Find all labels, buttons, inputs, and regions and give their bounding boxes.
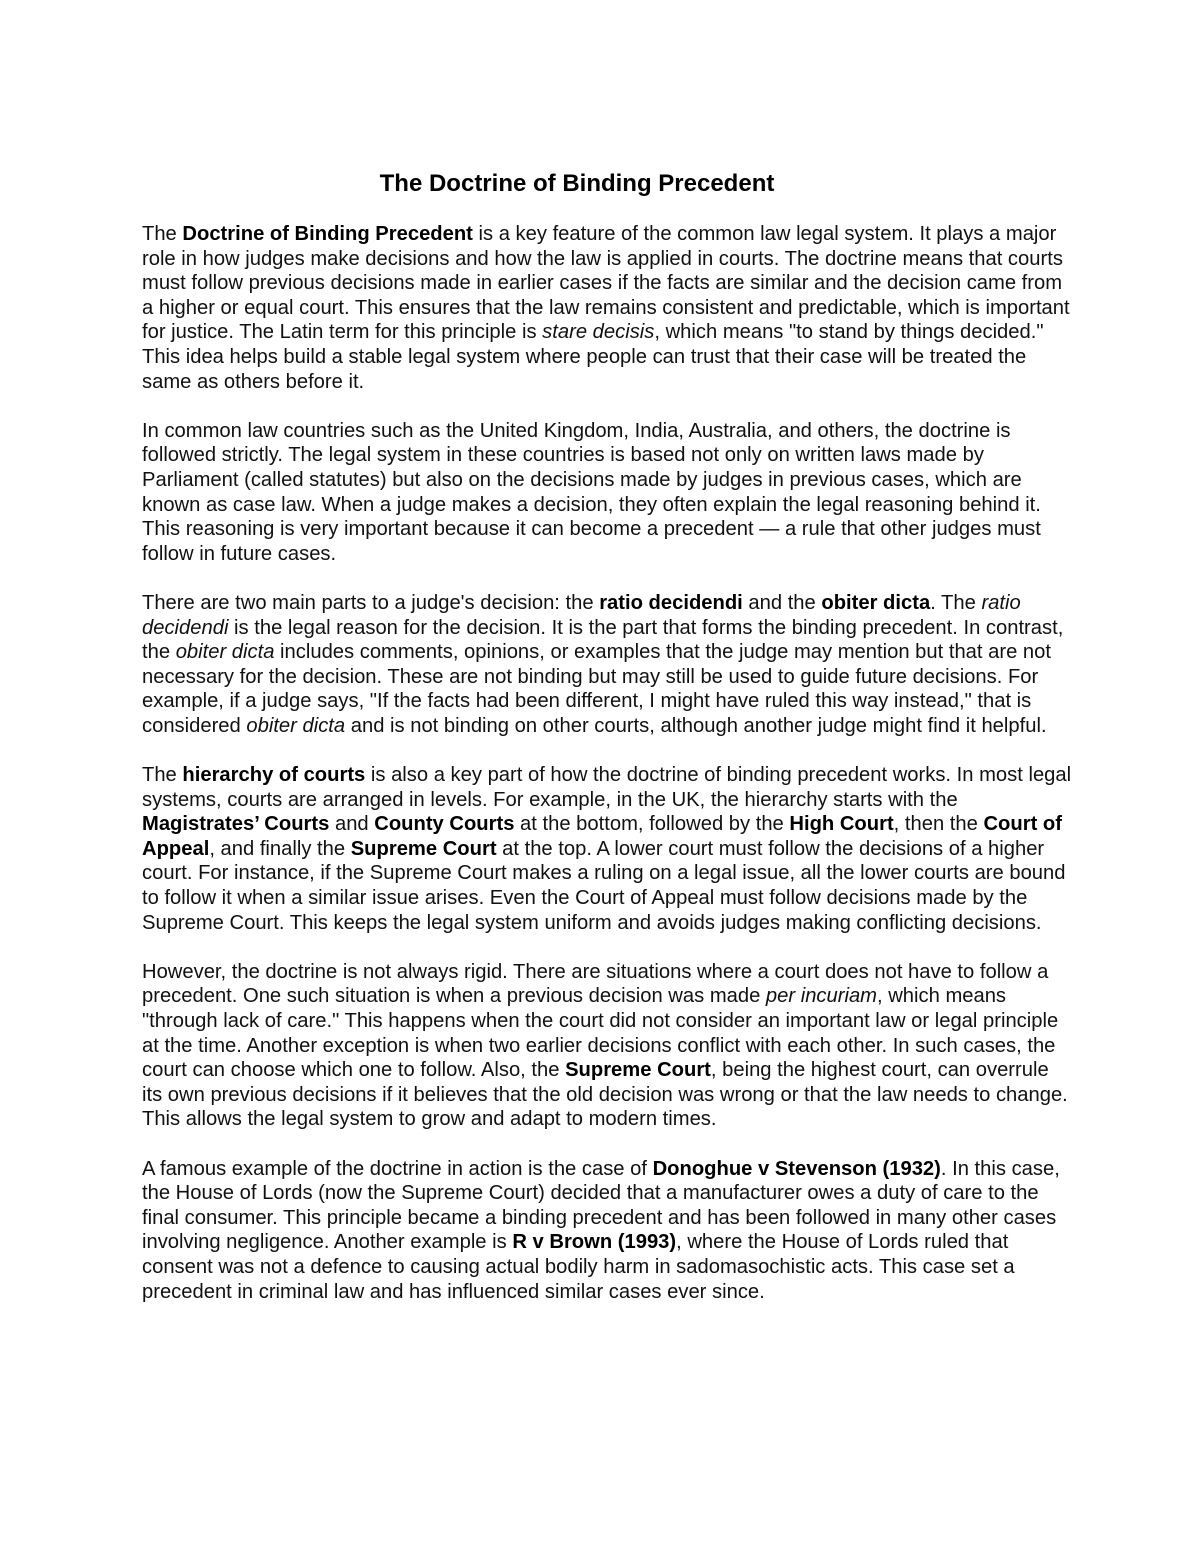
text-run: In common law countries such as the United Kingdom, India, Australia, and others, the doctrine is followed strictly. The legal system in these countries is based not only on written laws made by Parliament (called statutes) but also on the decisions made by judges in previous cases, which are known as case law. When a judge makes a decision, they often explain the legal reasoning behind it. This reasoning is very important because it can become a precedent — a rule that other judges must follow in future cases. bbox=[142, 419, 1041, 565]
text-run: The bbox=[142, 223, 183, 245]
text-run: , being the highest court, can overrule its own previous decisions if it believes that the old decision was wrong or that the law needs to change. This allows the legal system to grow and adapt to modern times. bbox=[142, 1059, 1068, 1131]
term-hierarchy-of-courts: hierarchy of courts bbox=[182, 764, 366, 787]
term-supreme-court: Supreme Court bbox=[350, 837, 497, 860]
term-court-of-appeal: Court of Appeal bbox=[142, 813, 1062, 860]
text-run: A famous example of the doctrine in action is the case of bbox=[142, 1157, 653, 1180]
text-run: The bbox=[142, 764, 183, 787]
paragraph-common-law-countries bbox=[142, 419, 1072, 567]
term-obiter-dicta-italic: obiter dicta bbox=[246, 714, 346, 737]
case-donoghue-v-stevenson: Donoghue v Stevenson (1932) bbox=[652, 1157, 941, 1180]
text-run: , which means "to stand by things decided." This idea helps build a stable legal system where people can trust that their case will be treated the same as others before it. bbox=[142, 321, 1044, 393]
text-run: , then the bbox=[893, 813, 984, 836]
term-per-incuriam: per incuriam bbox=[765, 985, 877, 1008]
text-run: at the bottom, followed by the bbox=[514, 813, 790, 836]
text-run: . The bbox=[930, 591, 982, 614]
term-magistrates-courts: Magistrates’ Courts bbox=[142, 813, 330, 836]
paragraph-ratio-and-obiter bbox=[142, 591, 1072, 739]
text-run: , which means "through lack of care." This happens when the court did not consider an important law or legal principle at the time. Another exception is when two earlier decisions conflict with each other. In such cases, the court can choose which one to follow. Also, the bbox=[142, 985, 1059, 1082]
text-run: There are two main parts to a judge's decision: the bbox=[142, 591, 600, 614]
paragraph-binding-precedent-intro bbox=[142, 222, 1072, 394]
text-run: . In this case, the House of Lords (now the Supreme Court) decided that a manufacturer owes a duty of care to the final consumer. This principle became a binding precedent and has been followed in many other cases involving negligence. Another example is bbox=[142, 1157, 1060, 1254]
document-title: The Doctrine of Binding Precedent bbox=[379, 170, 775, 197]
term-county-courts: County Courts bbox=[374, 813, 515, 836]
term-obiter-dicta-italic: obiter dicta bbox=[175, 641, 275, 664]
text-run: , and finally the bbox=[209, 837, 351, 860]
text-run: is the legal reason for the decision. It is the part that forms the binding precedent. In contrast, the bbox=[142, 616, 1064, 664]
text-run: includes comments, opinions, or examples that the judge may mention but that are not necessary for the decision. These are not binding but may still be used to guide future decisions. For example, if a judge says, "If the facts had been different, I might have ruled this way instead," that is considered bbox=[142, 641, 1051, 737]
term-ratio-decidendi: ratio decidendi bbox=[599, 591, 743, 614]
paragraph-famous-examples bbox=[142, 1157, 1072, 1305]
term-obiter-dicta: obiter dicta bbox=[821, 591, 931, 614]
text-run: and is not binding on other courts, although another judge might find it helpful. bbox=[345, 714, 1047, 737]
text-run: at the top. A lower court must follow the decisions of a higher court. For instance, if the Supreme Court makes a ruling on a legal issue, all the lower courts are bound to follow it when a similar issue arises. Even the Court of Appeal must follow decisions made by the Supreme Court. This keeps the legal system uniform and avoids judges making conflicting decisions. bbox=[142, 837, 1066, 934]
paragraph-exceptions bbox=[142, 960, 1072, 1132]
text-run: and bbox=[329, 813, 375, 836]
term-stare-decisis: stare decisis bbox=[542, 321, 655, 344]
document-body bbox=[142, 222, 1072, 1329]
case-r-v-brown: R v Brown (1993) bbox=[512, 1231, 677, 1254]
term-supreme-court: Supreme Court bbox=[565, 1059, 711, 1082]
term-ratio-decidendi-italic: ratio decidendi bbox=[142, 591, 1021, 639]
text-run: and the bbox=[742, 591, 822, 614]
text-run: However, the doctrine is not always rigid. There are situations where a court does not have to follow a precedent. One such situation is when a previous decision was made bbox=[142, 960, 1049, 1008]
term-high-court: High Court bbox=[789, 813, 894, 836]
paragraph-hierarchy-of-courts bbox=[142, 763, 1072, 935]
term-doctrine-of-binding-precedent: Doctrine of Binding Precedent bbox=[182, 223, 473, 245]
text-run: , where the House of Lords ruled that consent was not a defence to causing actual bodily harm in sadomasochistic acts. This case set a precedent in criminal law and has influenced similar cases ever since. bbox=[142, 1231, 1015, 1303]
text-run: is also a key part of how the doctrine of binding precedent works. In most legal systems, courts are arranged in levels. For example, in the UK, the hierarchy starts with the bbox=[142, 764, 1072, 811]
text-run: is a key feature of the common law legal system. It plays a major role in how judges make decisions and how the law is applied in courts. The doctrine means that courts must follow previous decisions made in earlier cases if the facts are similar and the decision came from a higher or equal court. This ensures that the law remains consistent and predictable, which is important for justice. The Latin term for this principle is bbox=[142, 223, 1070, 344]
